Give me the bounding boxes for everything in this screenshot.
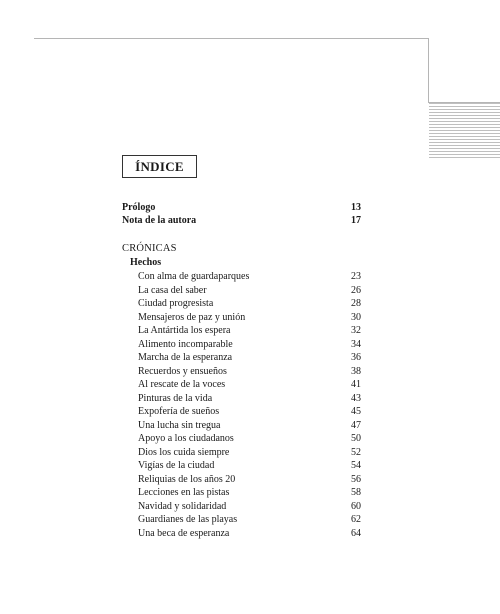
index-title: ÍNDICE xyxy=(122,155,197,178)
toc-entry-label: Pinturas de la vida xyxy=(138,392,213,404)
toc-entry-page: 28 xyxy=(351,298,361,309)
toc-entry[interactable] xyxy=(0,486,500,500)
toc-entry[interactable] xyxy=(0,500,500,514)
toc-entry[interactable] xyxy=(0,284,500,298)
toc-entry-label: Al rescate de la voces xyxy=(138,379,226,390)
toc-entry-page: 62 xyxy=(351,514,361,525)
toc-entry[interactable] xyxy=(0,527,500,541)
toc-entry[interactable] xyxy=(0,378,500,392)
toc-entry-label: Ciudad progresista xyxy=(138,298,214,309)
toc-entry-page: 64 xyxy=(351,527,361,539)
toc-entry-page: 32 xyxy=(351,325,361,336)
toc-entry-page: 43 xyxy=(351,392,361,404)
toc-entry-page: 41 xyxy=(351,379,361,390)
toc-entry[interactable] xyxy=(0,459,500,473)
toc-entry-label: Marcha de la esperanza xyxy=(138,352,233,363)
toc-entry-label: Una lucha sin tregua xyxy=(138,419,221,431)
toc-entry-page: 13 xyxy=(351,202,361,213)
thumb-index-tab xyxy=(429,103,500,158)
toc-entry[interactable] xyxy=(0,513,500,527)
toc-entry-label: Con alma de guardaparques xyxy=(138,271,250,282)
toc-entry-page: 23 xyxy=(351,271,361,282)
toc-entry-page: 47 xyxy=(351,419,361,431)
toc-entry[interactable] xyxy=(0,405,500,419)
toc-entry-label: Reliquias de los años 20 xyxy=(138,473,236,485)
toc-entry-label: Una beca de esperanza xyxy=(138,527,230,539)
toc-entry[interactable] xyxy=(0,324,500,338)
subsection-title: Hechos xyxy=(130,257,162,268)
toc-entry-page: 30 xyxy=(351,311,361,323)
toc-entry-page: 34 xyxy=(351,338,361,350)
toc-entry-label: Nota de la autora xyxy=(122,215,197,226)
toc-entry-page: 54 xyxy=(351,460,361,471)
toc-entry-label: La Antártida los espera xyxy=(138,325,231,336)
toc-entry-page: 45 xyxy=(351,406,361,417)
page-corner-rule xyxy=(428,38,429,103)
section-title: CRÓNICAS xyxy=(122,243,177,254)
toc-entry-page: 26 xyxy=(351,284,361,296)
toc-entry[interactable] xyxy=(0,473,500,487)
toc-entry-label: Navidad y solidaridad xyxy=(138,500,227,512)
toc-entry-page: 56 xyxy=(351,473,361,485)
toc-entry-label: Expofería de sueños xyxy=(138,406,220,417)
toc-entry-label: Vigías de la ciudad xyxy=(138,460,215,471)
toc-entry-page: 60 xyxy=(351,500,361,512)
toc-entry-label: Mensajeros de paz y unión xyxy=(138,311,246,323)
toc-entry-label: Alimento incomparable xyxy=(138,338,233,350)
toc-entry[interactable] xyxy=(0,297,500,311)
toc-entry-page: 38 xyxy=(351,365,361,377)
toc-entry-label: Lecciones en las pistas xyxy=(138,487,230,498)
toc-entry-nota-autora[interactable] xyxy=(0,214,500,228)
toc-entry-prologo[interactable] xyxy=(0,201,500,215)
toc-entry-page: 58 xyxy=(351,487,361,498)
toc-entry-label: Recuerdos y ensueños xyxy=(138,365,227,377)
toc-entry-page: 36 xyxy=(351,352,361,363)
toc-entry[interactable] xyxy=(0,432,500,446)
toc-entry[interactable] xyxy=(0,419,500,433)
toc-entry[interactable] xyxy=(0,311,500,325)
toc-entry-label: La casa del saber xyxy=(138,284,207,296)
toc-entry-page: 52 xyxy=(351,446,361,458)
toc-entry[interactable] xyxy=(0,392,500,406)
toc-entry[interactable] xyxy=(0,351,500,365)
toc-entry-label: Apoyo a los ciudadanos xyxy=(138,433,234,444)
toc-entry[interactable] xyxy=(0,446,500,460)
toc-entry[interactable] xyxy=(0,338,500,352)
toc-entry-label: Guardianes de las playas xyxy=(138,514,238,525)
toc-entry-label: Prólogo xyxy=(122,202,156,213)
toc-entry-page: 50 xyxy=(351,433,361,444)
toc-entry[interactable] xyxy=(0,270,500,284)
page-top-rule xyxy=(34,38,429,39)
toc-entry-page: 17 xyxy=(351,215,361,226)
toc-entry-label: Dios los cuida siempre xyxy=(138,446,230,458)
toc-entry[interactable] xyxy=(0,365,500,379)
